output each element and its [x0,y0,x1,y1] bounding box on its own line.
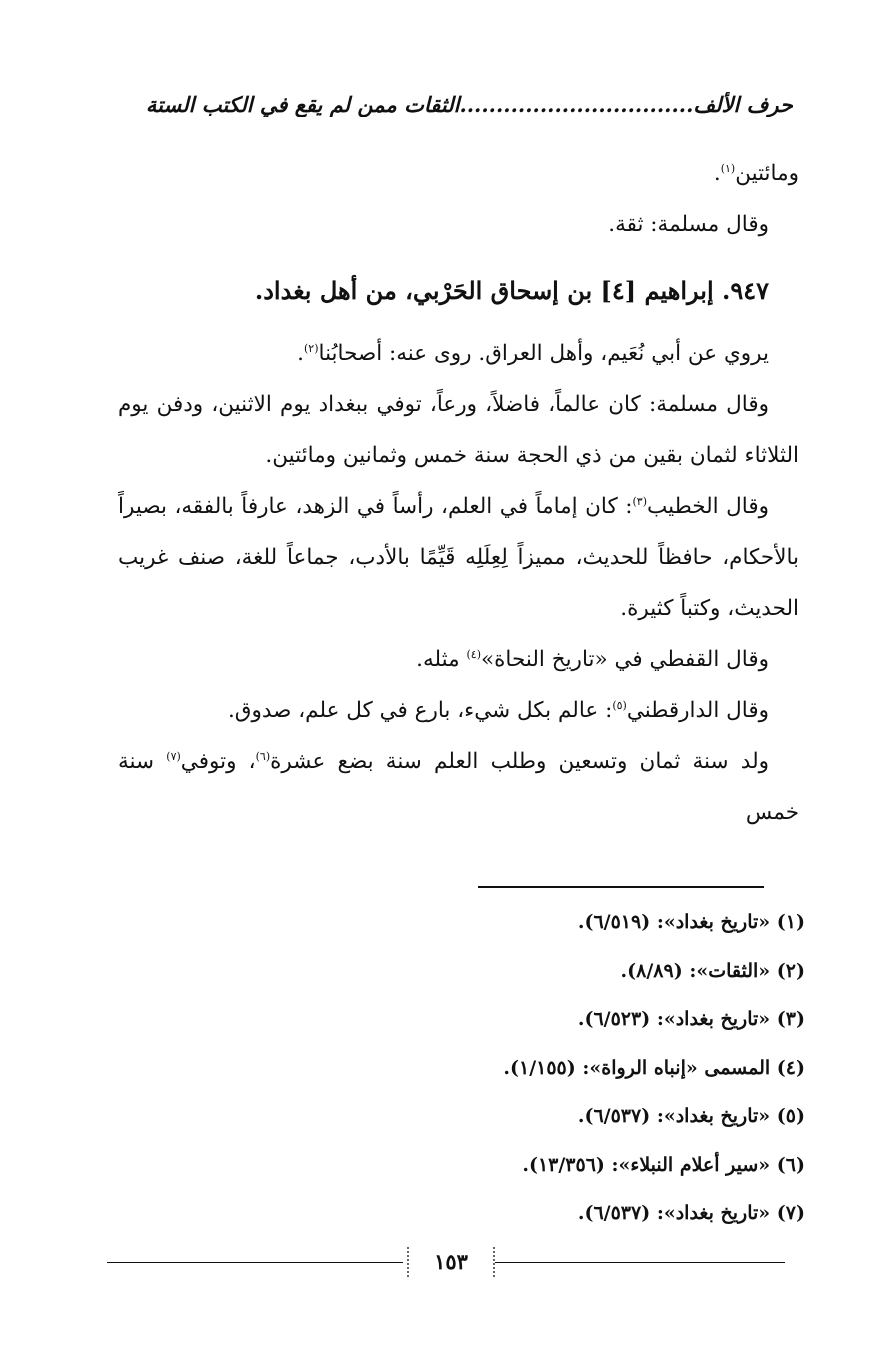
footnote-7: (٧) «تاريخ بغداد»: (٦/٥٣٧). [577,1202,805,1224]
footnote-6: (٦) «سير أعلام النبلاء»: (١٣/٣٥٦). [522,1153,805,1176]
footer-line-left [107,1262,403,1263]
paragraph-birth: ولد سنة ثمان وتسعين وطلب العلم سنة بضع عشرة$^{(٦)}$، وتوفي$^{(٧)}$ سنة خمس [118,749,799,825]
page-number: ١٥٣ [407,1247,495,1277]
footnote-1: (١) «تاريخ بغداد»: (٦/٥١٩). [577,911,805,933]
main-text [118,148,799,838]
paragraph-maslama-thiqa: وقال مسلمة: ثقة. [608,212,769,237]
paragraph-qifti: وقال القفطي في «تاريخ النحاة»$^{(٤)}$ مثله. [416,647,769,672]
paragraph-maslama-death: وقال مسلمة: كان عالماً، فاضلاً، ورعاً، توفي ببغداد يوم الاثنين، ودفن يوم الثلاثاء لثمان بقين من ذي الحجة سنة خمس وثمانين ومائتين. [118,392,799,468]
paragraph-khatib: وقال الخطيب$^{(٣)}$: كان إماماً في العلم، رأساً في الزهد، عارفاً بالفقه، بصيراً بالأحكام، حافظاً للحديث، مميزاً لِعِلَلِه قَيِّمًا بالأدب، جماعاً للغة، صنف غريب الحديث، وكتباً كثيرة. [118,494,799,621]
footnote-ref-5: (٥) [612,698,627,712]
footnote-4: (٤) المسمى «إنباه الرواة»: (١/١٥٥). [503,1056,805,1079]
footer-line-right [495,1262,785,1263]
footnote-3: (٣) «تاريخ بغداد»: (٦/٥٢٣). [577,1008,805,1030]
page-footer [107,1247,785,1277]
footnote-ref-7: (٧) [166,749,181,763]
entry-heading [118,260,799,322]
footnote-ref-6: (٦) [255,749,271,763]
footnote-ref-4: (٤) [466,647,481,661]
header-book-title: الثقات ممن لم يقع في الكتب الستة [145,92,460,117]
running-header [140,92,793,117]
entry-number: ٩٤٧. [721,276,769,305]
footnote-5: (٥) «تاريخ بغداد»: (٦/٥٣٧). [577,1105,805,1127]
footnotes [105,898,805,1238]
footnote-ref-2: (٢) [304,341,319,355]
header-dots: ................................ [459,92,694,117]
entry-name: إبراهيم [٤] بن إسحاق الحَرْبي، من أهل بغداد. [254,276,714,305]
paragraph-narrates: يروي عن أبي نُعَيم، وأهل العراق. روى عنه: أصحابُنا$^{(٢)}$. [297,341,769,366]
footnote-2: (٢) «الثقات»: (٨/٨٩). [620,959,805,982]
header-section-name: حرف الألف [693,92,793,117]
paragraph-daraqutni: وقال الدارقطني$^{(٥)}$: عالم بكل شيء، بارع في كل علم، صدوق. [227,698,769,723]
paragraph-continuation: ومائتين$^{(١)}$. [713,161,799,186]
footnote-ref-1: (١) [720,161,736,175]
footnote-ref-3: (٣) [632,494,647,508]
footnote-divider [478,886,764,888]
